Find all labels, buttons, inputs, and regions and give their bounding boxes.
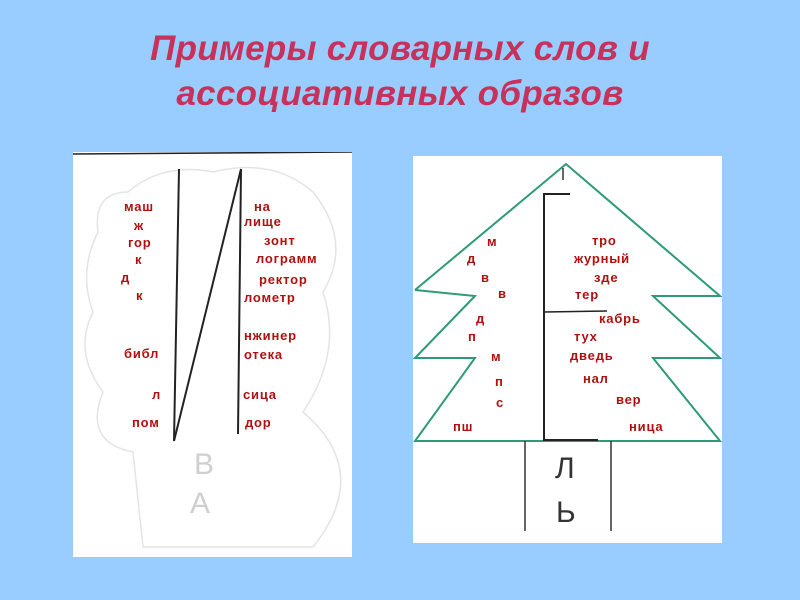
- word-fragment: ница: [629, 419, 664, 434]
- word-fragment: в: [498, 286, 507, 301]
- word-fragment: ж: [134, 218, 145, 233]
- diagonal-line: [174, 169, 241, 441]
- word-fragment: библ: [124, 346, 160, 361]
- word-fragment: лище: [244, 214, 282, 229]
- word-fragment: отека: [244, 347, 283, 362]
- word-fragment: д: [121, 270, 131, 285]
- word-fragment: нал: [583, 371, 609, 386]
- left-outline-drawing: [73, 152, 352, 557]
- word-fragment: ректор: [259, 272, 308, 287]
- word-fragment: нжинер: [244, 328, 297, 343]
- word-fragment: лометр: [244, 290, 296, 305]
- word-fragment: дведь: [570, 348, 614, 363]
- word-fragment: п: [468, 329, 477, 344]
- word-fragment: на: [254, 199, 271, 214]
- fir-tree-outline: [415, 164, 720, 441]
- word-fragment: с: [496, 395, 505, 410]
- word-fragment: пш: [453, 419, 474, 434]
- slide-title: [0, 26, 800, 116]
- title-line-1: Примеры словарных слов и: [150, 29, 650, 68]
- word-fragment: дор: [245, 415, 272, 430]
- left-image-panel: [73, 152, 352, 557]
- trunk-letter: Ь: [556, 496, 576, 529]
- word-fragment: зде: [594, 270, 619, 285]
- word-fragment: к: [136, 288, 144, 303]
- word-fragment: пом: [132, 415, 160, 430]
- word-fragment: вер: [616, 392, 642, 407]
- word-fragment: м: [487, 234, 498, 249]
- word-fragment: в: [481, 270, 490, 285]
- word-fragment: д: [467, 251, 477, 266]
- word-fragment: маш: [124, 199, 154, 214]
- bracket-divider: [544, 311, 607, 312]
- word-fragment: тер: [575, 287, 599, 302]
- faint-letter: А: [190, 487, 211, 520]
- word-fragment: лограмм: [256, 251, 318, 266]
- word-fragment: к: [135, 252, 143, 267]
- word-fragment: д: [476, 311, 486, 326]
- title-line-2: ассоциативных образов: [176, 74, 624, 113]
- word-fragment: л: [152, 387, 162, 402]
- left-vertical-line: [174, 169, 179, 441]
- word-fragment: журный: [574, 251, 630, 266]
- word-fragment: м: [491, 349, 502, 364]
- word-fragment: сица: [243, 387, 277, 402]
- word-fragment: зонт: [264, 233, 296, 248]
- faint-letter: В: [194, 448, 215, 481]
- word-fragment: кабрь: [599, 311, 641, 326]
- trunk-letter: Л: [555, 452, 575, 485]
- right-vertical-line: [238, 169, 241, 434]
- right-image-panel: [413, 156, 722, 543]
- bracket-line: [544, 194, 598, 440]
- word-fragment: п: [495, 374, 504, 389]
- word-fragment: тух: [574, 329, 598, 344]
- word-fragment: гор: [128, 235, 152, 250]
- top-border-line: [73, 152, 352, 154]
- word-fragment: тро: [592, 233, 617, 248]
